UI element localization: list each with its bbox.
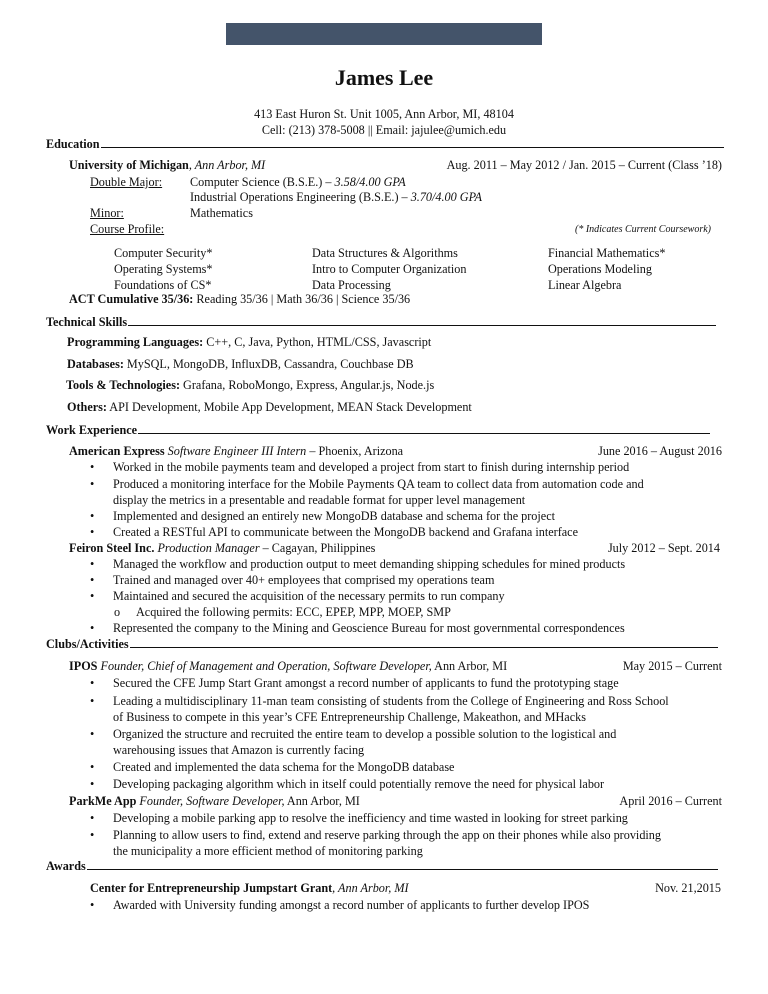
bullet-icon: • (90, 621, 95, 635)
skill-programming: Programming Languages: C++, C, Java, Python, HTML/CSS, Javascript (67, 335, 432, 349)
minor-value: Mathematics (190, 206, 253, 220)
major-1: Computer Science (B.S.E.) – 3.58/4.00 GPA (190, 175, 406, 189)
resume-name: James Lee (334, 65, 434, 90)
award-1-header: Center for Entrepreneurship Jumpstart Grant, Ann Arbor, MI (90, 881, 409, 895)
club-1-header: IPOS Founder, Chief of Management and Operation, Software Developer, Ann Arbor, MI (69, 659, 508, 673)
course-profile-note: (* Indicates Current Coursework) (574, 224, 711, 235)
skill-tools: Tools & Technologies: Grafana, RoboMongo, Express, Angular.js, Node.js (66, 378, 435, 392)
bullet-icon: • (90, 676, 95, 690)
course-item: Data Structures & Algorithms (312, 246, 458, 260)
major-2: Industrial Operations Engineering (B.S.E.) – 3.70/4.00 GPA (190, 190, 482, 204)
award-1-bullet: Awarded with University funding amongst a record number of applicants to further develop IPOS (113, 898, 590, 912)
course-item: Linear Algebra (548, 278, 622, 292)
club-1-bullet: Leading a multidisciplinary 11-man team consisting of students from the College of Engineering and Ross School (113, 694, 669, 708)
course-item: Foundations of CS* (114, 278, 212, 292)
job-2-dates: July 2012 – Sept. 2014 (607, 541, 720, 555)
job-1-bullet: Produced a monitoring interface for the Mobile Payments QA team to collect data from automation code and (113, 477, 644, 491)
job-2-bullet: Represented the company to the Mining and Geoscience Bureau for most governmental correspondences (113, 621, 625, 635)
job-2-bullet: Trained and managed over 40+ employees that comprised my operations team (113, 573, 495, 587)
job-1-bullet: Worked in the mobile payments team and developed a project from start to finish during internship period (113, 460, 630, 474)
bullet-icon: • (90, 509, 95, 523)
club-1-bullet-cont: of Business to compete in this year’s CFE Entrepreneurship Challenge, Makeathon, and MHacks (113, 710, 586, 724)
bullet-icon: • (90, 557, 95, 571)
school-line: University of Michigan, Ann Arbor, MI (69, 158, 266, 172)
bullet-icon: • (90, 694, 95, 708)
job-2-sub-bullet: Acquired the following permits: ECC, EPEP, MPP, MOEP, SMP (136, 605, 451, 619)
double-major-label: Double Major: (90, 175, 163, 189)
club-1-bullet: Secured the CFE Jump Start Grant amongst a record number of applicants to fund the prototyping stage (113, 676, 619, 690)
bullet-icon: • (90, 811, 95, 825)
course-profile-label: Course Profile: (90, 222, 165, 236)
bullet-icon: • (90, 573, 95, 587)
course-column-2 (312, 245, 466, 293)
skill-others: Others: API Development, Mobile App Development, MEAN Stack Development (67, 400, 472, 414)
job-2-bullet: Managed the workflow and production output to meet demanding shipping schedules for mined products (113, 557, 626, 571)
job-1-bullet-cont: display the metrics in a presentable and readable format for upper level management (113, 493, 526, 507)
course-item: Financial Mathematics* (548, 246, 666, 260)
job-1-bullet: Created a RESTful API to communicate between the MongoDB backend and Grafana interface (113, 525, 578, 539)
job-1-dates: June 2016 – August 2016 (598, 444, 722, 458)
club-2-header: ParkMe App Founder, Software Developer, Ann Arbor, MI (69, 794, 360, 808)
club-2-bullet-cont: the municipality a more efficient method of monitoring parking (113, 844, 423, 858)
course-item: Intro to Computer Organization (312, 262, 467, 276)
club-1-bullet: Created and implemented the data schema for the MongoDB database (113, 760, 455, 774)
course-item: Computer Security* (114, 246, 213, 260)
club-1-bullet: Organized the structure and recruited the entire team to develop a possible solution to the logistical and (113, 727, 617, 741)
club-1-bullet-cont: warehousing issues that Amazon is currently facing (113, 743, 365, 757)
course-item: Operating Systems* (114, 262, 213, 276)
section-heading-skills: Technical Skills (46, 314, 716, 330)
job-1-bullet: Implemented and designed an entirely new MongoDB database and schema for the project (113, 509, 555, 523)
school-dates: Aug. 2011 – May 2012 / Jan. 2015 – Current (Class ’18) (446, 158, 722, 172)
bullet-icon: • (90, 460, 95, 474)
section-heading-clubs: Clubs/Activities (46, 636, 718, 652)
sub-bullet-icon: o (114, 605, 121, 619)
bullet-icon: • (90, 525, 95, 539)
header-color-bar (226, 23, 542, 45)
course-item: Data Processing (312, 278, 391, 292)
act-line: ACT Cumulative 35/36: Reading 35/36 | Math 36/36 | Science 35/36 (69, 292, 411, 306)
course-column-1 (114, 245, 213, 293)
job-2-header: Feiron Steel Inc. Production Manager – Cagayan, Philippines (69, 541, 376, 555)
bullet-icon: • (90, 760, 95, 774)
bullet-icon: • (90, 727, 95, 741)
section-heading-education: Education (46, 136, 724, 152)
course-item: Operations Modeling (548, 262, 652, 276)
skill-databases: Databases: MySQL, MongoDB, InfluxDB, Cassandra, Couchbase DB (67, 357, 414, 371)
minor-label: Minor: (90, 206, 124, 220)
job-2-bullet: Maintained and secured the acquisition of the necessary permits to run company (113, 589, 505, 603)
club-2-dates: April 2016 – Current (619, 794, 722, 808)
job-1-header: American Express Software Engineer III Intern – Phoenix, Arizona (69, 444, 404, 458)
award-1-date: Nov. 21,2015 (655, 881, 721, 895)
bullet-icon: • (90, 589, 95, 603)
club-1-dates: May 2015 – Current (622, 659, 722, 673)
club-2-bullet: Developing a mobile parking app to resolve the inefficiency and time wasted in looking for street parking (113, 811, 628, 825)
club-1-bullet: Developing packaging algorithm which in itself could potentially remove the need for physical labor (113, 777, 605, 791)
bullet-icon: • (90, 898, 95, 912)
address-line: 413 East Huron St. Unit 1005, Ann Arbor, MI, 48104 Cell: (213) 378-5008 || Email: jajulee@umich.edu (254, 107, 514, 137)
club-2-bullet: Planning to allow users to find, extend and reserve parking through the app on their phones while also providing (113, 828, 661, 842)
bullet-icon: • (90, 828, 95, 842)
bullet-icon: • (90, 477, 95, 491)
course-column-3 (548, 245, 665, 293)
bullet-icon: • (90, 777, 95, 791)
section-heading-awards: Awards (46, 858, 718, 874)
section-heading-work: Work Experience (46, 422, 710, 438)
